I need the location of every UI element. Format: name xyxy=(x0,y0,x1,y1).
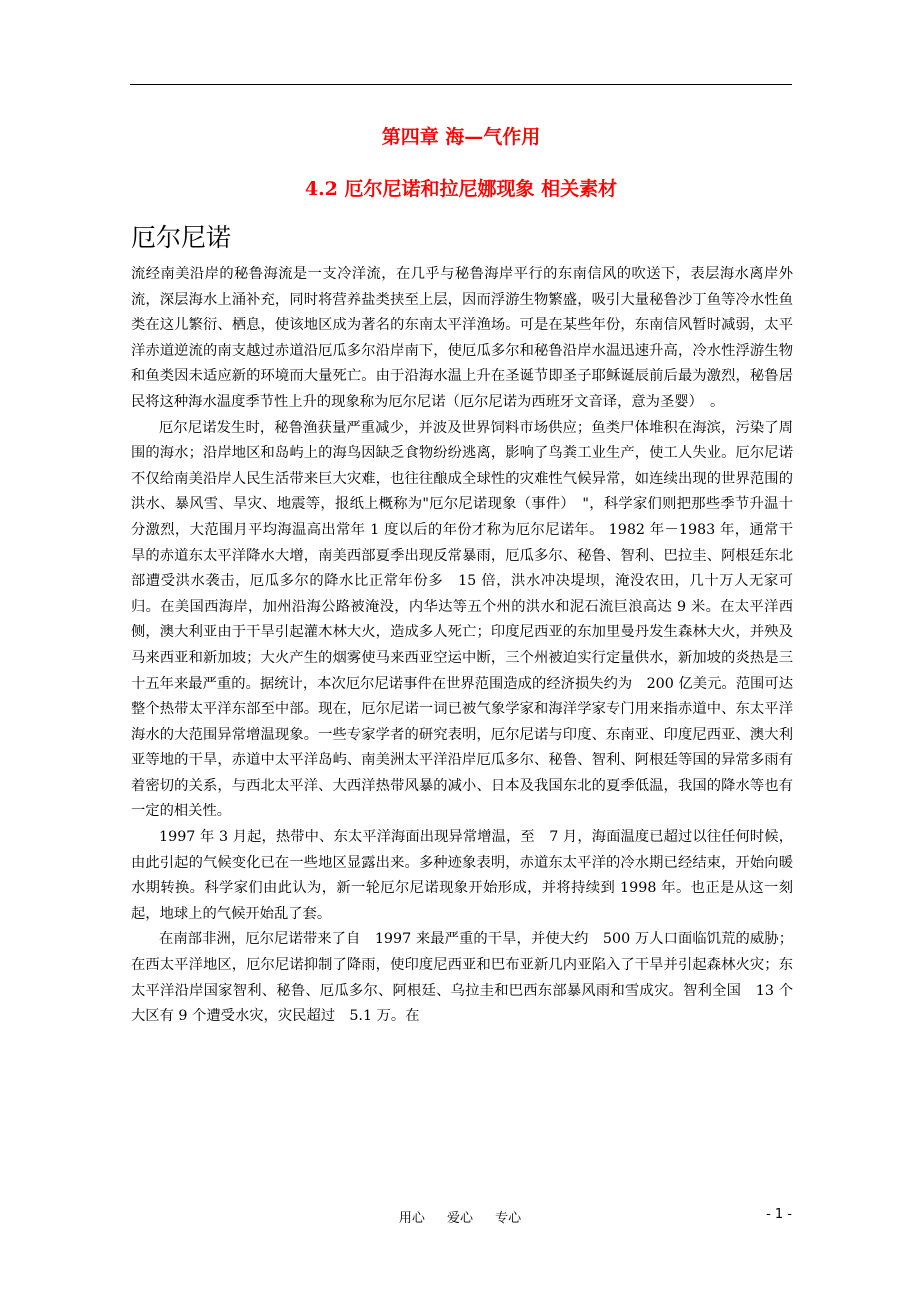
paragraph-southern-africa: 在南部非洲，厄尔尼诺带来了自 1997 来最严重的干旱，并使大约 500 万人口面临饥荒的威胁；在西太平洋地区，厄尔尼诺抑制了降雨，使印度尼西亚和巴布亚新几内亚陷入了干旱并引起森林火灾；东太平洋沿岸国家智利、秘鲁、厄瓜多尔、阿根廷、乌拉圭和巴西东部暴风雨和雪成灾。智利全国 13 个大区有 9 个遭受水灾，灾民超过 5.1 万。在 xyxy=(131,931,793,1025)
footer-motto: 用心 爱心 专心 xyxy=(398,1211,522,1226)
body-text xyxy=(131,262,793,1030)
page-number: - 1 - xyxy=(766,1207,792,1222)
header-rule xyxy=(130,84,792,85)
paragraph-1997: 1997 年 3 月起，热带中、东太平洋海面出现异常增温，至 7 月，海面温度已超过以往任何时候，由此引起的气候变化已在一些地区显露出来。多种迹象表明，赤道东太平洋的冷水期已经结束，开始向暖水期转换。科学家们由此认为，新一轮厄尔尼诺现象开始形成，并将持续到 1998 年。也正是从这一刻起，地球上的气候开始乱了套。 xyxy=(131,829,793,922)
section-title: 4.2 厄尔尼诺和拉尼娜现象 相关素材 xyxy=(304,178,618,200)
topic-heading: 厄尔尼诺 xyxy=(131,223,232,252)
paragraph-impacts: 厄尔尼诺发生时，秘鲁渔获量严重减少，并波及世界饲料市场供应；鱼类尸体堆积在海滨，污染了周围的海水；沿岸地区和岛屿上的海鸟因缺乏食物纷纷逃离，影响了鸟粪工业生产，使工人失业。厄尔尼诺不仅给南美沿岸人民生活带来巨大灾难，也往往酿成全球性的灾难性气候异常，如连续出现的世界范围的洪水、暴风雪、旱灾、地震等，报纸上概称为"厄尔尼诺现象（事件） "，科学家们则把那些季节升温十分激烈，大范围月平均海温高出常年 1 度以后的年份才称为厄尔尼诺年。 1982 年－1983 年，通常干旱的赤道东太平洋降水大增，南美西部夏季出现反常暴雨，厄瓜多尔、秘鲁、智利、巴拉圭、阿根廷东北部遭受洪水袭击，厄瓜多尔的降水比正常年份多 15 倍，洪水冲决堤坝，淹没农田，几十万人无家可归。在美国西海岸，加州沿海公路被淹没，内华达等五个州的洪水和泥石流巨浪高达 9 米。在太平洋西侧，澳大利亚由于干旱引起灌木林大火，造成多人死亡；印度尼西亚的东加里曼丹发生森林大火，并殃及马来西亚和新加坡；大火产生的烟雾使马来西亚空运中断，三个州被迫实行定量供水，新加坡的炎热是三十五年来最严重的。据统计，本次厄尔尼诺事件在世界范围造成的经济损失约为 200 亿美元。范围可达整个热带太平洋东部至中部。现在，厄尔尼诺一词已被气象学家和海洋学家专门用来指赤道中、东太平洋海水的大范围异常增温现象。一些专家学者的研究表明，厄尔尼诺与印度、东南亚、印度尼西亚、澳大利亚等地的干旱，赤道中太平洋岛屿、南美洲太平洋沿岸厄瓜多尔、秘鲁、智利、阿根廷等国的异常多雨有着密切的关系，与西北太平洋、大西洋热带风暴的减小、日本及我国东北的夏季低温，我国的降水等也有一定的相关性。 xyxy=(131,419,793,820)
chapter-title: 第四章 海—气作用 xyxy=(381,126,541,148)
paragraph-intro: 流经南美沿岸的秘鲁海流是一支冷洋流，在几乎与秘鲁海岸平行的东南信风的吹送下，表层海水离岸外流，深层海水上涌补充，同时将营养盐类挟至上层，因而浮游生物繁盛，吸引大量秘鲁沙丁鱼等冷水性鱼类在这儿繁衍、栖息，使该地区成为著名的东南太平洋渔场。可是在某些年份，东南信风暂时减弱，太平洋赤道逆流的南支越过赤道沿厄瓜多尔沿岸南下，使厄瓜多尔和秘鲁沿岸水温迅速升高，冷水性浮游生物和鱼类因未适应新的环境而大量死亡。由于沿海水温上升在圣诞节即圣子耶稣诞辰前后最为激烈，秘鲁居民将这种海水温度季节性上升的现象称为厄尔尼诺（厄尔尼诺为西班牙文音译，意为圣婴） 。 xyxy=(131,266,793,410)
